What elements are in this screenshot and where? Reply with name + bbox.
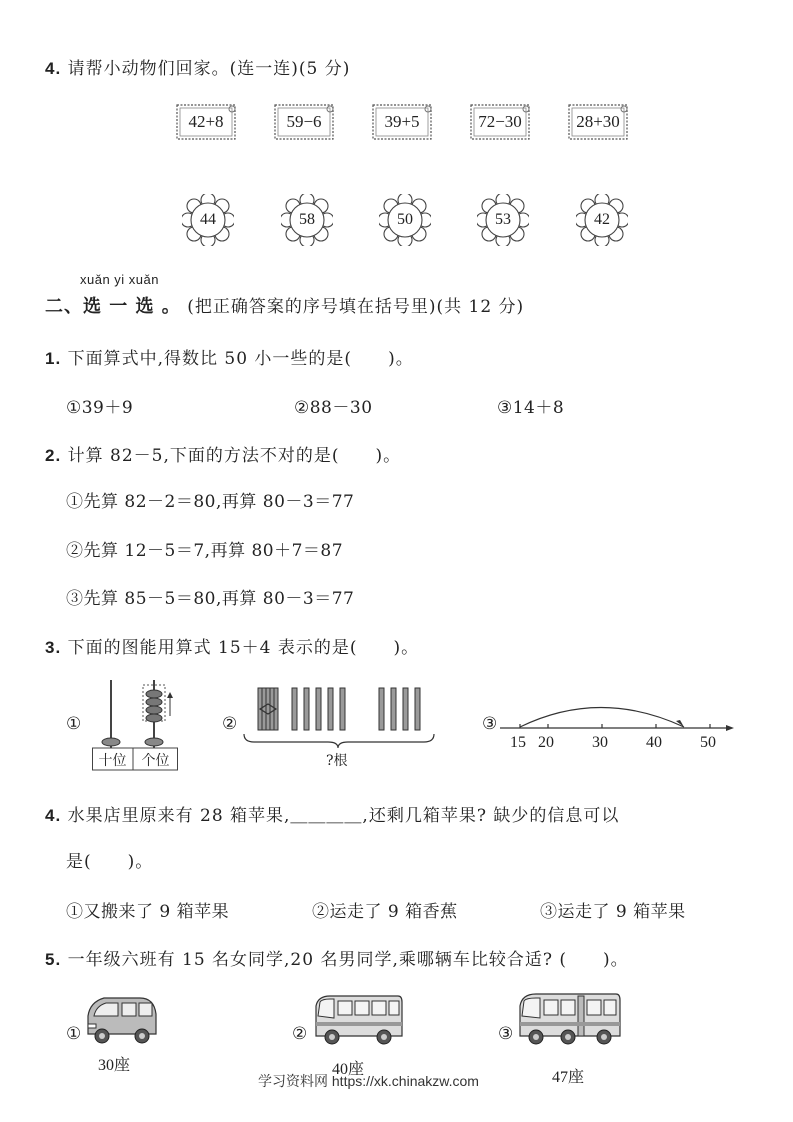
- q3-marker-1[interactable]: ①: [66, 714, 82, 734]
- answer-flower-1[interactable]: [182, 194, 234, 246]
- q2-option-3[interactable]: ③先算 85－5＝80,再算 80－3＝77: [66, 589, 355, 609]
- question-text: 计算 82－5,下面的方法不对的是( )。: [67, 446, 402, 466]
- tick-label: 15: [510, 734, 526, 751]
- answer-text: 58: [299, 211, 315, 228]
- ones-label: 个位: [141, 753, 170, 769]
- vehicle-3-seats: 47座: [552, 1069, 585, 1086]
- question-number: 1.: [45, 349, 62, 368]
- question-3: [45, 633, 419, 658]
- number-line-figure[interactable]: [500, 694, 736, 756]
- tick-label: 20: [538, 734, 554, 751]
- section-title: 二、选 一 选 。: [45, 296, 181, 317]
- question-number: 4.: [45, 806, 62, 825]
- expression-text: 39+5: [384, 112, 420, 131]
- van-icon[interactable]: [84, 994, 160, 1046]
- number-line-icon: [500, 694, 736, 734]
- expression-text: 42+8: [188, 112, 224, 131]
- expression-tag-2[interactable]: [274, 104, 334, 140]
- q4-option-2[interactable]: ②运走了 9 箱香蕉: [312, 902, 458, 922]
- q4-option-3[interactable]: ③运走了 9 箱苹果: [540, 902, 686, 922]
- question-number: 4.: [45, 59, 62, 78]
- q1-option-2[interactable]: ②88－30: [294, 398, 373, 418]
- q5-marker-2[interactable]: ②: [292, 1024, 308, 1044]
- expression-text: 59−6: [286, 112, 322, 131]
- abacus-figure[interactable]: [92, 676, 178, 772]
- tick-label: 30: [592, 734, 608, 751]
- q5-marker-3[interactable]: ③: [498, 1024, 514, 1044]
- question-2: [45, 441, 401, 466]
- bus-icon[interactable]: [312, 992, 404, 1046]
- q1-option-3[interactable]: ③14＋8: [497, 398, 565, 418]
- tick-label: 50: [700, 734, 716, 751]
- match-question: [45, 54, 350, 79]
- sticks-figure[interactable]: [242, 682, 442, 772]
- question-5: [45, 945, 629, 970]
- question-text: 一年级六班有 15 名女同学,20 名男同学,乘哪辆车比较合适? ( )。: [67, 950, 629, 970]
- answer-text: 44: [200, 211, 216, 228]
- section-pinyin: xuǎn yi xuǎn: [80, 272, 159, 287]
- answer-flower-3[interactable]: [379, 194, 431, 246]
- expression-tag-5[interactable]: [568, 104, 628, 140]
- question-4-continued: 是( )。: [66, 852, 154, 872]
- q2-option-1[interactable]: ①先算 82－2＝80,再算 80－3＝77: [66, 492, 355, 512]
- expression-tag-4[interactable]: [470, 104, 530, 140]
- answer-text: 42: [594, 211, 610, 228]
- question-number: 5.: [45, 950, 62, 969]
- question-number: 2.: [45, 446, 62, 465]
- answer-flower-2[interactable]: [281, 194, 333, 246]
- q1-option-1[interactable]: ①39＋9: [66, 398, 134, 418]
- question-1: [45, 344, 414, 369]
- section-header: [45, 292, 524, 318]
- q4-option-1[interactable]: ①又搬来了 9 箱苹果: [66, 902, 230, 922]
- q2-option-2[interactable]: ②先算 12－5＝7,再算 80＋7＝87: [66, 541, 344, 561]
- vehicle-1-seats: 30座: [98, 1057, 131, 1074]
- question-4: [45, 801, 619, 826]
- vehicle-2-seats: 40座: [332, 1061, 365, 1078]
- sticks-caption: ?根: [326, 753, 348, 769]
- question-number: 3.: [45, 638, 62, 657]
- tens-label: 十位: [98, 753, 127, 769]
- tick-label: 40: [646, 734, 662, 751]
- answer-text: 50: [397, 211, 413, 228]
- section-instruction: (把正确答案的序号填在括号里)(共 12 分): [187, 297, 525, 317]
- answer-text: 53: [495, 211, 511, 228]
- q3-marker-2[interactable]: ②: [222, 714, 238, 734]
- expression-tag-3[interactable]: [372, 104, 432, 140]
- q3-marker-3[interactable]: ③: [482, 714, 498, 734]
- footer-watermark: 学习资料网 https://xk.chinakzw.com: [258, 1073, 479, 1089]
- q5-marker-1[interactable]: ①: [66, 1024, 82, 1044]
- expression-tag-1[interactable]: [176, 104, 236, 140]
- expression-text: 28+30: [576, 112, 620, 131]
- question-text: 请帮小动物们回家。(连一连)(5 分): [67, 59, 351, 79]
- answer-flower-5[interactable]: [576, 194, 628, 246]
- sticks-icon: [242, 682, 442, 750]
- question-text: 下面的图能用算式 15＋4 表示的是( )。: [67, 638, 420, 658]
- expression-text: 72−30: [478, 112, 522, 131]
- question-text: 下面算式中,得数比 50 小一些的是( )。: [67, 349, 414, 369]
- articulated-bus-icon[interactable]: [516, 990, 622, 1048]
- question-text: 水果店里原来有 28 箱苹果,＿＿＿＿,还剩几箱苹果? 缺少的信息可以: [67, 806, 620, 826]
- answer-flower-4[interactable]: [477, 194, 529, 246]
